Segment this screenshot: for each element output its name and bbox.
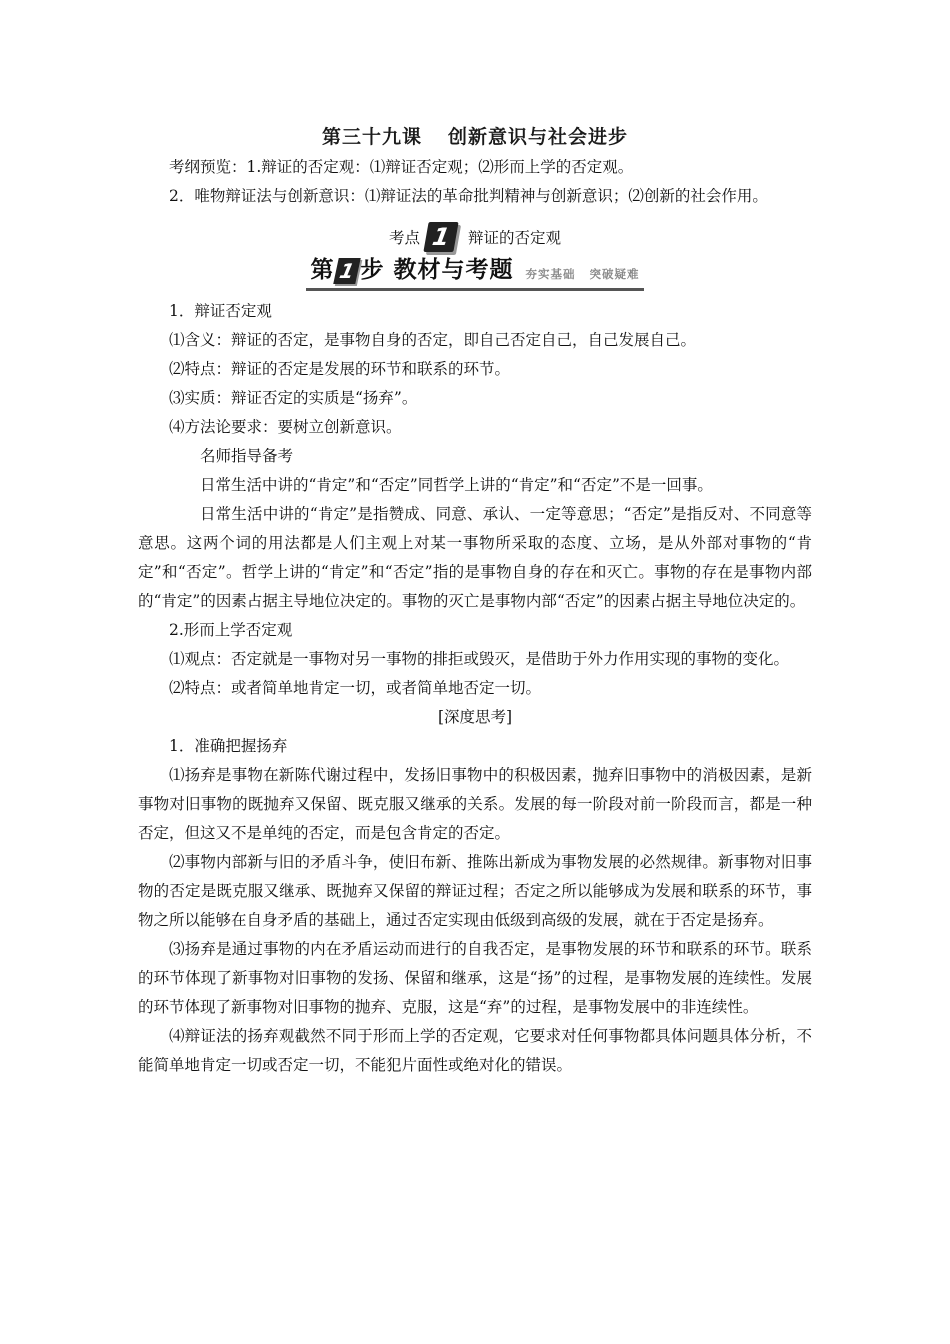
- step-number-badge: 1: [334, 258, 362, 284]
- step-title: 步 教材与考题: [360, 257, 514, 283]
- deep-thinking-heading: 1．准确把握扬弃: [169, 737, 288, 755]
- syllabus-line-1: 考纲预览：1.辩证的否定观：⑴辩证否定观；⑵形而上学的否定观。: [169, 158, 634, 176]
- section1-item-4: ⑷方法论要求：要树立创新意识。: [169, 418, 402, 436]
- kaodian-number-badge: 1: [423, 222, 458, 252]
- lesson-number: 第三十九课: [321, 126, 422, 148]
- section1-item-3: ⑶实质：辩证否定的实质是“扬弃”。: [169, 389, 418, 407]
- step-tag-2: 突破疑难: [589, 267, 640, 281]
- syllabus-line-2: 2．唯物辩证法与创新意识：⑴辩证法的革命批判精神与创新意识；⑵创新的社会作用。: [169, 187, 768, 205]
- lesson-topic: 创新意识与社会进步: [448, 126, 629, 148]
- deep-thinking-item-1: ⑴扬弃是事物在新陈代谢过程中，发扬旧事物中的积极因素，抛弃旧事物中的消极因素，是新事物对旧事物的既抛弃又保留、既克服又继承的关系。发展的每一阶段对前一阶段而言，都是一种否定，但这又不是单纯的否定，而是包含肯定的否定。: [138, 766, 812, 842]
- lesson-title: [138, 122, 812, 149]
- step-tag-1: 夯实基础: [525, 267, 576, 281]
- deep-thinking-item-2: ⑵事物内部新与旧的矛盾斗争，使旧布新、推陈出新成为事物发展的必然规律。新事物对旧事物的否定是既克服又继承、既抛弃又保留的辩证过程；否定之所以能够成为发展和联系的环节，事物之所以能够在自身矛盾的基础上，通过否定实现由低级到高级的发展，就在于否定是扬弃。: [138, 853, 812, 929]
- step-prefix: 第: [310, 257, 335, 283]
- step-banner: [138, 255, 812, 291]
- section2-item-2: ⑵特点：或者简单地肯定一切，或者简单地否定一切。: [169, 679, 542, 697]
- deep-thinking-label: [深度思考]: [437, 708, 513, 726]
- deep-thinking-item-4: ⑷辩证法的扬弃观截然不同于形而上学的否定观，它要求对任何事物都具体问题具体分析，不能简单地肯定一切或否定一切，不能犯片面性或绝对化的错误。: [138, 1027, 812, 1074]
- guide-paragraph-2: 日常生活中讲的“肯定”是指赞成、同意、承认、一定等意思；“否定”是指反对、不同意等意思。这两个词的用法都是人们主观上对某一事物所采取的态度、立场，是从外部对事物的“肯定”和“否定”。哲学上讲的“肯定”和“否定”指的是事物自身的存在和灭亡。事物的存在是事物内部的“肯定”的因素占据主导地位决定的。事物的灭亡是事物内部“否定”的因素占据主导地位决定的。: [138, 505, 812, 610]
- step-banner-inner: [306, 251, 643, 291]
- document-content: [138, 122, 812, 1080]
- kaodian-topic: 辩证的否定观: [468, 229, 562, 247]
- kaodian-header: [138, 219, 812, 255]
- deep-thinking-item-3: ⑶扬弃是通过事物的内在矛盾运动而进行的自我否定，是事物发展的环节和联系的环节。联系的环节体现了新事物对旧事物的发扬、保留和继承，这是“扬”的过程，是事物发展的连续性。发展的环节体现了新事物对旧事物的抛弃、克服，这是“弃”的过程，是事物发展中的非连续性。: [138, 940, 812, 1016]
- guide-paragraph-1: 日常生活中讲的“肯定”和“否定”同哲学上讲的“肯定”和“否定”不是一回事。: [200, 476, 713, 494]
- kaodian-label: 考点: [388, 229, 420, 247]
- guide-heading: 名师指导备考: [200, 447, 294, 465]
- section1-item-2: ⑵特点：辩证的否定是发展的环节和联系的环节。: [169, 360, 511, 378]
- section2-item-1: ⑴观点：否定就是一事物对另一事物的排拒或毁灭，是借助于外力作用实现的事物的变化。: [169, 650, 790, 668]
- step-tags: [526, 266, 640, 284]
- section1-item-1: ⑴含义：辩证的否定，是事物自身的否定，即自己否定自己，自己发展自己。: [169, 331, 697, 349]
- section2-heading: 2.形而上学否定观: [169, 621, 293, 639]
- section1-heading: 1．辩证否定观: [169, 302, 272, 320]
